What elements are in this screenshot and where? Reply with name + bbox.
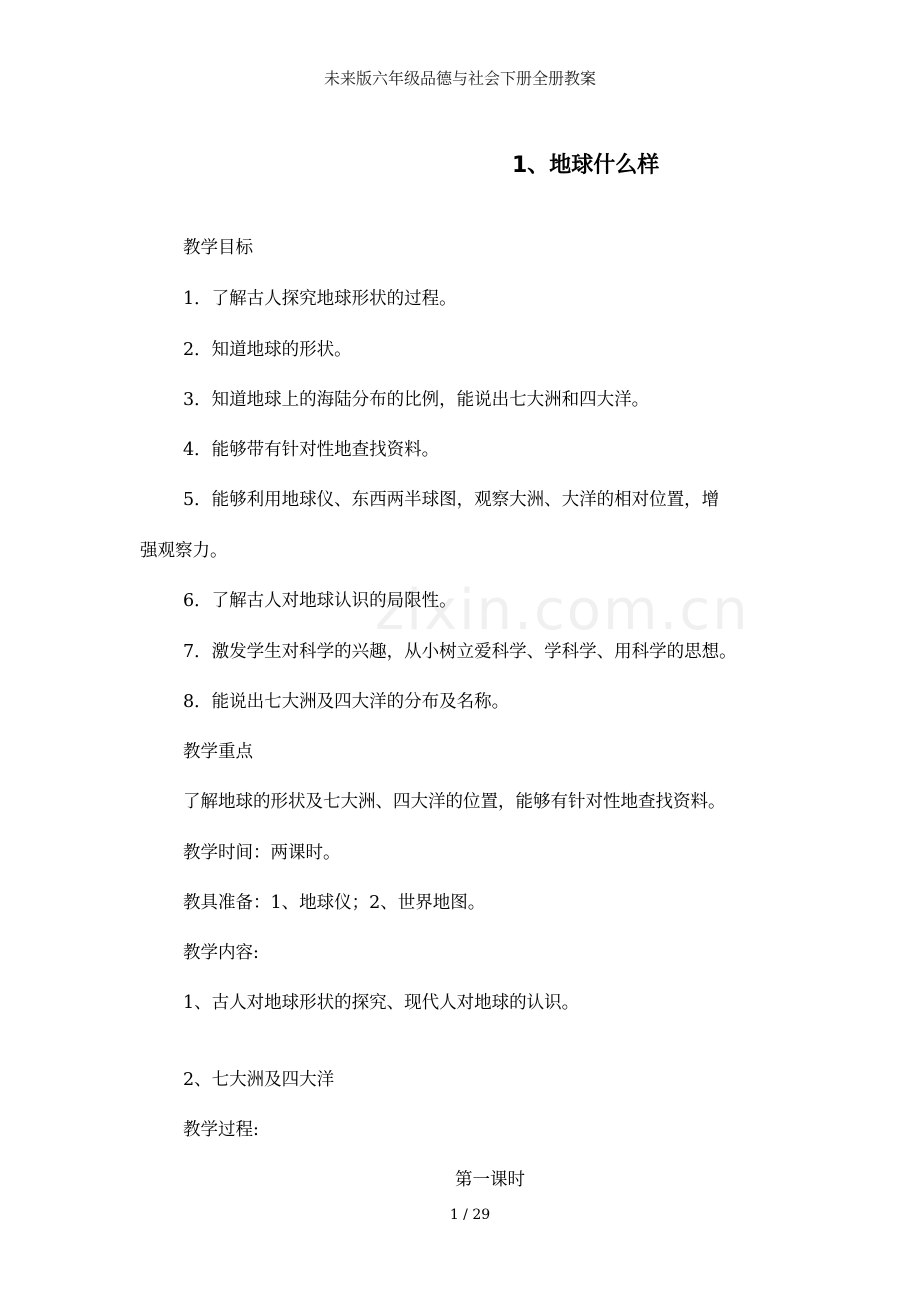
document-header: 未来版六年级品德与社会下册全册教案 (323, 69, 596, 88)
objective-item: 2．知道地球的形状。 (183, 340, 352, 360)
objective-item: 7．激发学生对科学的兴趣，从小树立爱科学、学科学、用科学的思想。 (183, 642, 737, 662)
objective-item: 3．知道地球上的海陆分布的比例，能说出七大洲和四大洋。 (183, 390, 650, 410)
objective-item-continuation: 强观察力。 (140, 541, 228, 561)
key-points-text: 了解地球的形状及七大洲、四大洋的位置，能够有针对性地查找资料。 (183, 792, 726, 812)
teaching-aids: 教具准备：1、地球仪；2、世界地图。 (183, 893, 486, 913)
objective-item: 5．能够利用地球仪、东西两半球图，观察大洲、大洋的相对位置，增 (183, 490, 720, 510)
lesson-title: 1、地球什么样 (512, 153, 660, 178)
content-item: 2、七大洲及四大洋 (183, 1070, 335, 1090)
page-number: 1 / 29 (449, 1207, 491, 1223)
objective-item: 6．了解古人对地球认识的局限性。 (183, 591, 457, 611)
process-heading: 教学过程: (183, 1120, 259, 1140)
watermark: zixin.com.cn (375, 578, 750, 643)
objective-item: 4．能够带有针对性地查找资料。 (183, 440, 440, 460)
teaching-time: 教学时间：两课时。 (183, 843, 341, 863)
objective-item: 8．能说出七大洲及四大洋的分布及名称。 (183, 692, 510, 712)
content-heading: 教学内容: (183, 943, 259, 963)
content-item: 1、古人对地球形状的探究、现代人对地球的认识。 (183, 993, 580, 1013)
key-points-heading: 教学重点 (183, 742, 253, 762)
lesson-label: 第一课时 (455, 1170, 525, 1190)
objective-item: 1．了解古人探究地球形状的过程。 (183, 289, 457, 309)
objectives-heading: 教学目标 (183, 238, 253, 258)
